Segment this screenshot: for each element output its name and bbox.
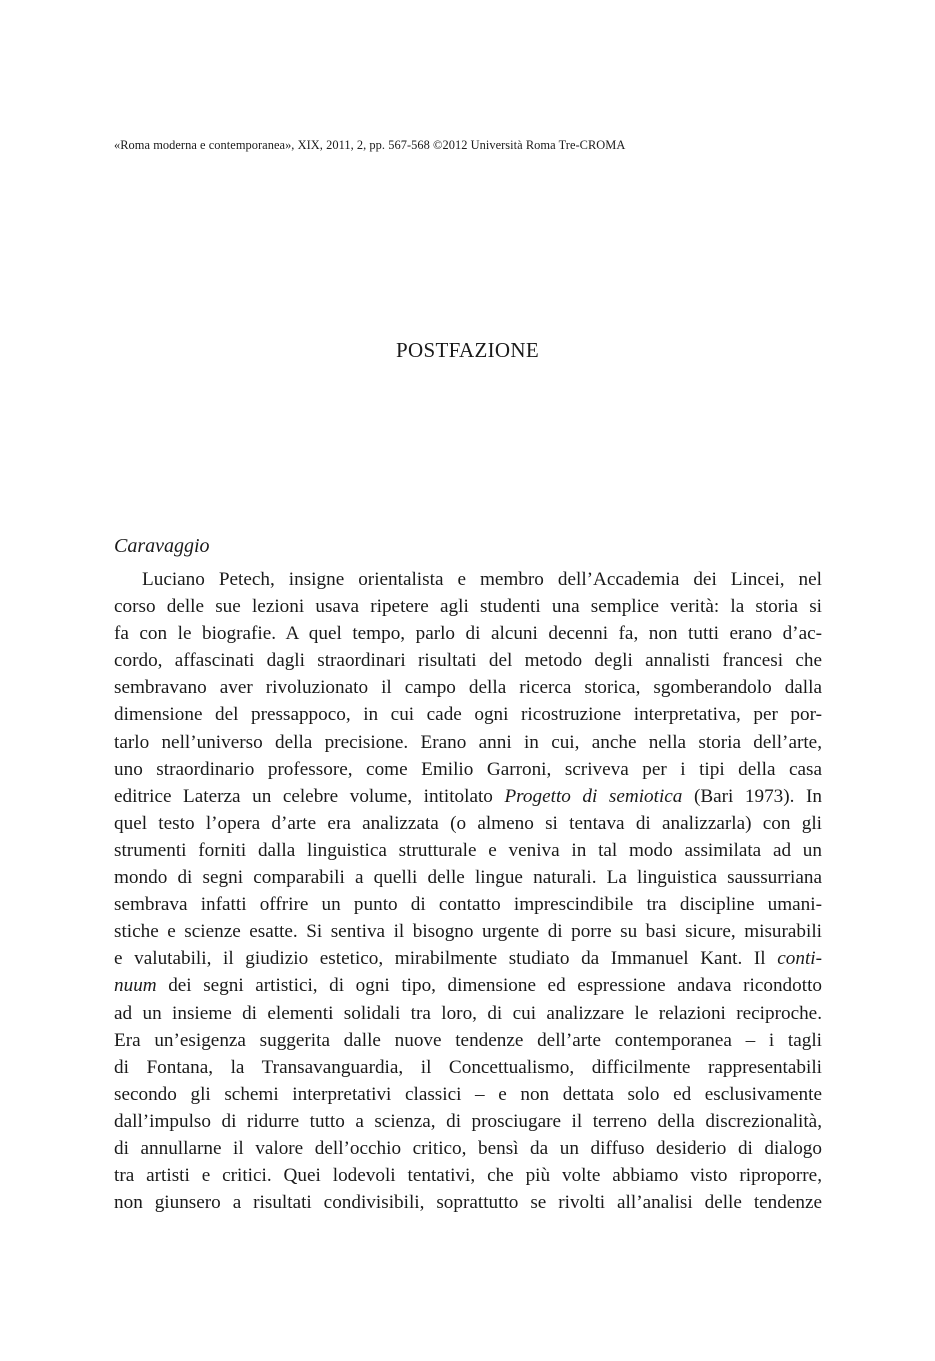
text-segment: sembravano aver rivoluzionato il campo della ricerca storica, sgomberandolo dalla [114,677,822,699]
text-segment: dall’impulso di ridurre tutto a scienza, di prosciugare il terreno della discrezionalità, [114,1110,822,1132]
text-segment: di Fontana, la Transavanguardia, il Concettualismo, difficilmente rappresentabili [114,1056,822,1078]
text-segment: stiche e scienze esatte. Si sentiva il bisogno urgente di porre su basi sicure, misurabili [114,921,822,943]
text-segment: di annullarne il valore dell’occhio critico, bensì da un diffuso desiderio di dialogo [114,1137,822,1159]
text-segment: cordo, affascinati dagli straordinari risultati del metodo degli annalisti francesi che [114,650,822,672]
text-line [114,864,822,891]
section-heading: Caravaggio [114,535,210,557]
text-segment: editrice Laterza un celebre volume, intitolato [114,785,505,807]
text-line [114,1027,822,1054]
text-line [114,810,822,837]
text-line [114,729,822,756]
text-line [114,1162,822,1189]
text-segment: dei segni artistici, di ogni tipo, dimensione ed espressione andava ricondotto [156,975,822,997]
text-line [114,783,822,810]
italic-text: Progetto di semiotica [504,785,683,807]
text-segment: mondo di segni comparabili a quelli delle lingue naturali. La linguistica saussurriana [114,867,822,889]
text-segment: strumenti forniti dalla linguistica strutturale e veniva in tal modo assimilata ad un [114,839,822,861]
text-line [114,1135,822,1162]
text-segment: uno straordinario professore, come Emilio Garroni, scriveva per i tipi della casa [114,758,822,780]
page-title: POSTFAZIONE [396,338,539,362]
text-line [114,1108,822,1135]
text-segment: sembrava infatti offrire un punto di contatto imprescindibile tra discipline umani- [114,894,822,916]
text-line [114,647,822,674]
text-segment: secondo gli schemi interpretativi classici – e non dettata solo ed esclusivamente [114,1083,822,1105]
text-segment: Luciano Petech, insigne orientalista e membro dell’Accademia dei Lincei, nel [142,569,822,590]
text-segment: quel testo l’opera d’arte era analizzata (o almeno si tentava di analizzarla) con gli [114,812,822,834]
text-line [114,918,822,945]
text-line [114,945,822,972]
text-line [114,1054,822,1081]
text-line [114,1000,822,1027]
text-segment: tarlo nell’universo della precisione. Erano anni in cui, anche nella storia dell’arte, [114,731,822,753]
text-segment: ad un insieme di elementi solidali tra loro, di cui analizzare le relazioni reciproche. [114,1002,822,1024]
text-line [114,701,822,728]
text-segment: Era un’esigenza suggerita dalle nuove tendenze dell’arte contemporanea – i tagli [114,1029,822,1051]
text-line [114,972,822,999]
text-line [114,566,822,593]
text-line [114,837,822,864]
italic-text: nuum [114,975,157,997]
text-line [114,1081,822,1108]
italic-text: conti- [777,948,822,970]
text-line [114,756,822,783]
text-line [114,620,822,647]
text-segment: dimensione del pressappoco, in cui cade ogni ricostruzione interpretativa, per por- [114,704,822,726]
text-segment: e valutabili, il giudizio estetico, mirabilmente studiato da Immanuel Kant. Il [114,948,778,970]
text-segment: non giunsero a risultati condivisibili, soprattutto se rivolti all’analisi delle tendenze [114,1192,822,1214]
text-segment: corso delle sue lezioni usava ripetere agli studenti una semplice verità: la storia si [114,596,822,618]
text-segment: fa con le biografie. A quel tempo, parlo di alcuni decenni fa, non tutti erano d’ac- [114,623,822,645]
text-line [114,593,822,620]
text-line [114,891,822,918]
text-segment: tra artisti e critici. Quei lodevoli tentativi, che più volte abbiamo visto riproporre, [114,1165,822,1187]
text-line [114,1189,822,1216]
text-segment: (Bari 1973). In [682,785,822,807]
journal-citation: «Roma moderna e contemporanea», XIX, 2011, 2, pp. 567-568 ©2012 Università Roma Tre-CROMA [114,138,626,152]
body-paragraph [114,566,822,1216]
text-line [114,674,822,701]
